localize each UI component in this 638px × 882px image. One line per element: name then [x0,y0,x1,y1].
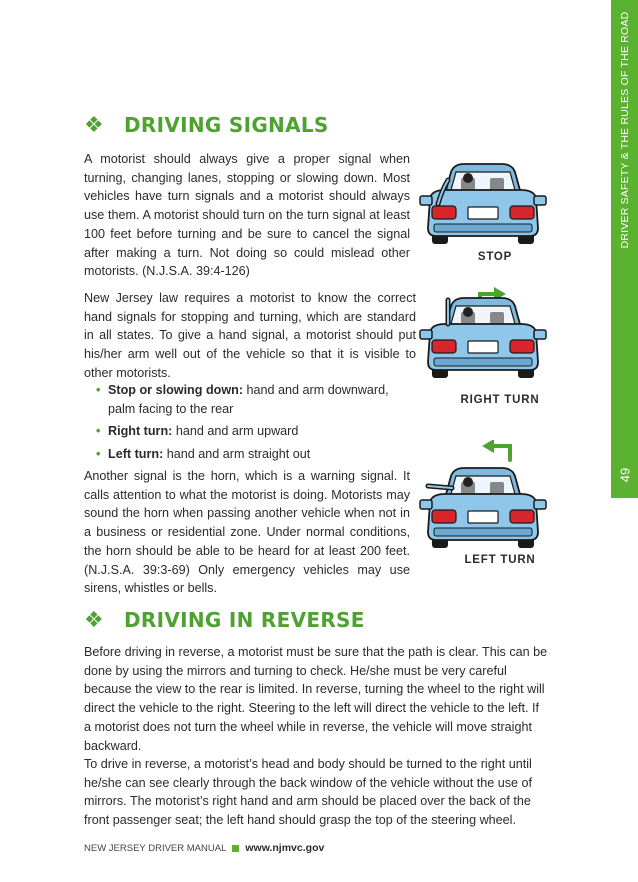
list-item: • Right turn: hand and arm upward [96,422,406,441]
list-item: • Stop or slowing down: hand and arm downward, palm facing to the rear [96,381,406,418]
diamond-bullet-icon: ❖ [84,607,104,632]
sidebar-title: DRIVER SAFETY & THE RULES OF THE ROAD [618,11,631,249]
paragraph-signals-2: New Jersey law requires a motorist to know the correct hand signals for stopping and turning, which are standard in all states. To give a hand signal, a motorist should put his/her arm well out of the vehicle so that it is visible to other motorists. [84,291,416,380]
right-turn-caption: RIGHT TURN [460,394,540,406]
hand-signal-list [96,381,406,468]
right-turn-signal-car-illustration [418,286,548,384]
paragraph-signals-1: A motorist should always give a proper signal when turning, changing lanes, stopping or slowing down. Most vehicles have turn signals and a motorist should always use them. A motorist should turn on the turn signal at least 100 feet before turning and be sure to cancel the signal after making a turn. Not doing so could mislead other motorists. (N.J.S.A. 39:4-126) [84,152,410,279]
section-heading-driving-signals: ❖ DRIVING SIGNALS [84,112,329,137]
paragraph-reverse-1: Before driving in reverse, a motorist must be sure that the path is clear. This can be done by using the mirrors and turning to check. He/she must be very careful because the view to the rear is limited. In reverse, turning the wheel to the right will direct the vehicle to the right. Steering to the left will direct the vehicle to the left. If a motorist does not turn the wheel while in reverse, the vehicle will move straight backward. [84,645,548,753]
footer-manual-title: NEW JERSEY DRIVER MANUAL [84,842,227,854]
page-number: 49 [617,467,632,483]
page-footer [84,842,324,854]
list-item: • Left turn: hand and arm straight out [96,445,406,464]
paragraph-signals-3: Another signal is the horn, which is a warning signal. It calls attention to what the motorist is doing. Motorists may sound the horn when passing another vehicle when not in a business or residential zone. Under normal conditions, the horn should be able to be heard for at least 200 feet. (N.J.S.A. 39:3-69) Only emergency vehicles may use sirens, whistles or bells. [84,469,410,596]
left-turn-signal-car-illustration [418,440,548,550]
left-turn-caption: LEFT TURN [464,554,536,566]
square-bullet-icon [232,845,239,852]
paragraph-reverse-2: To drive in reverse, a motorist’s head and body should be turned to the right until he/she can see clearly through the back window of the vehicle without the use of mirrors. The motorist’s right hand and arm should be placed over the back of the front passenger seat; the left hand should grasp the top of the steering wheel. [84,757,533,828]
diamond-bullet-icon: ❖ [84,112,104,137]
footer-website-link[interactable]: www.njmvc.gov [245,842,325,854]
section-heading-driving-in-reverse: ❖ DRIVING IN REVERSE [84,607,365,632]
stop-signal-car-illustration [418,160,548,250]
stop-caption: STOP [477,251,513,263]
